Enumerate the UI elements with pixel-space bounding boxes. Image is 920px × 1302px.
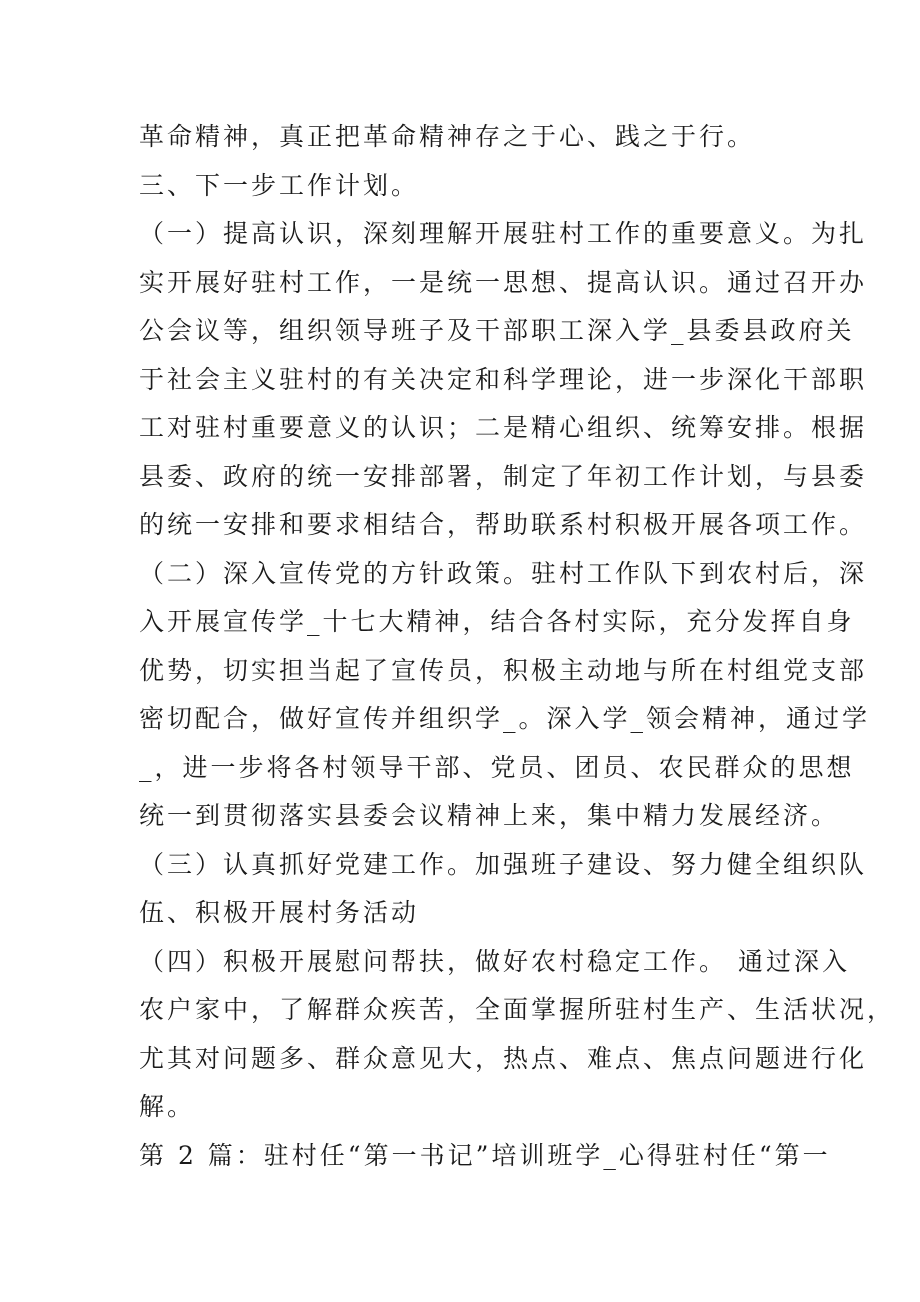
text-line: （三）认真抓好党建工作。加强班子建设、努力健全组织队	[139, 849, 868, 879]
article-title-line: 第 2 篇：驻村任“第一书记”培训班学_心得驻村任“第一	[139, 1140, 831, 1170]
text-line: _，进一步将各村领导干部、党员、团员、农民群众的思想	[139, 752, 855, 782]
text-line: 农户家中，了解群众疾苦，全面掌握所驻村生产、生活状况，	[139, 995, 896, 1024]
text-line: 尤其对问题多、群众意见大，热点、难点、焦点问题进行化	[139, 1043, 868, 1073]
text-line: 解。	[139, 1092, 196, 1121]
text-line: 于社会主义驻村的有关决定和科学理论，进一步深化干部职	[139, 364, 868, 394]
text-line: （四）积极开展慰问帮扶，做好农村稳定工作。 通过深入	[139, 946, 850, 976]
section-heading: 三、下一步工作计划。	[139, 170, 420, 200]
text-line: 实开展好驻村工作，一是统一思想、提高认识。通过召开办	[139, 267, 868, 297]
text-line: （二）深入宣传党的方针政策。驻村工作队下到农村后，深	[139, 558, 868, 588]
text-line: 县委、政府的统一安排部署，制定了年初工作计划，与县委	[139, 461, 868, 491]
text-line: 的统一安排和要求相结合，帮助联系村积极开展各项工作。	[139, 510, 868, 539]
text-line: 工对驻村重要意义的认识；二是精心组织、统筹安排。根据	[139, 413, 868, 442]
text-line: 入开展宣传学_十七大精神，结合各村实际，充分发挥自身	[139, 607, 855, 636]
text-line: 革命精神，真正把革命精神存之于心、践之于行。	[139, 122, 756, 151]
text-line: （一）提高认识，深刻理解开展驻村工作的重要意义。为扎	[139, 219, 868, 248]
text-line: 优势，切实担当起了宣传员，积极主动地与所在村组党支部	[139, 655, 868, 685]
document-body	[139, 113, 896, 1180]
text-line: 密切配合，做好宣传并组织学_。深入学_领会精神，通过学	[139, 704, 871, 733]
text-line: 统一到贯彻落实县委会议精神上来，集中精力发展经济。	[139, 801, 840, 830]
text-line: 公会议等，组织领导班子及干部职工深入学_县委县政府关	[139, 316, 855, 345]
text-line: 伍、积极开展村务活动	[139, 898, 420, 927]
